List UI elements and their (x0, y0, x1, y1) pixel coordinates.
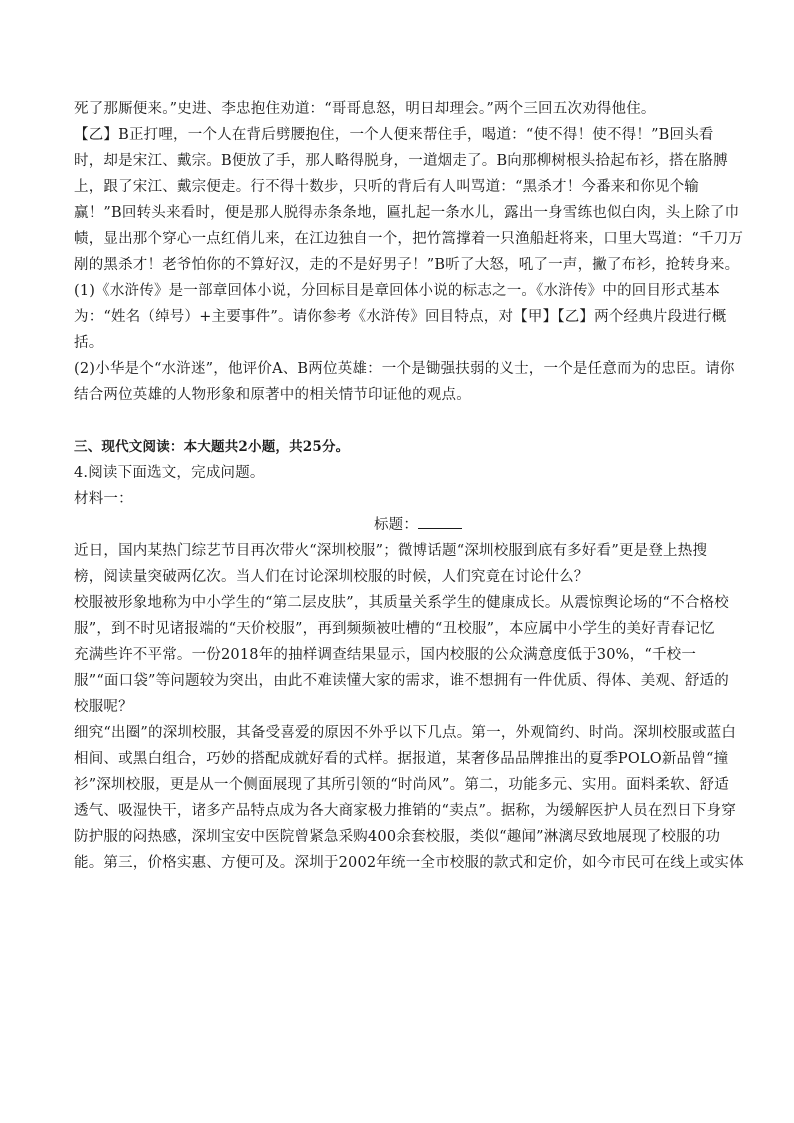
passage-line: 赢！”B回转头来看时，便是那人脱得赤条条地，匾扎起一条水儿，露出一身雪练也似白肉，头上除了巾 (74, 205, 740, 221)
material-label: 材料一： (74, 491, 133, 507)
question-line: (2)小华是个“水浒迷”，他评价A、B两位英雄：一个是锄强扶弱的义士，一个是任意而为的忠臣。请你 (74, 361, 735, 377)
passage-part1 (74, 96, 744, 278)
passage-line: 校服被形象地称为中小学生的“第二层皮肤”，其质量关系学生的健康成长。从震惊舆论场的“不合格校 (74, 595, 729, 611)
title-blank-line (74, 512, 722, 538)
question-line: 括。 (74, 335, 104, 351)
passage-line: 校服呢？ (74, 699, 133, 715)
passage-line: 死了那厮便来。”史进、李忠抱住劝道：“哥哥息怒，明日却理会。”两个三回五次劝得他住。 (74, 101, 656, 117)
question-line: 为：“姓名（绰号）+主要事件”。请你参考《水浒传》回目特点，对【甲】【乙】两个经典片段进行概 (74, 309, 727, 325)
passage-line: 榜，阅读量突破两亿次。当人们在讨论深圳校服的时候，人们究竟在讨论什么？ (74, 569, 589, 585)
passage-line: 细究“出圈”的深圳校服，其备受喜爱的原因不外乎以下几点。第一，外观简约、时尚。深圳校服或蓝白 (74, 725, 737, 741)
section-heading: 三、现代文阅读：本大题共2小题，共25分。 (74, 439, 350, 455)
title-label: 标题： (373, 517, 419, 533)
title-blank (418, 512, 462, 529)
spacer (74, 408, 722, 434)
passage-line: 上，跟了宋江、戴宗便走。行不得十数步，只听的背后有人叫骂道：“黑杀才！今番来和你见个输 (74, 179, 700, 195)
question-line: (1)《水浒传》是一部章回体小说，分回标目是章回体小说的标志之一。《水浒传》中的回目形式基本 (74, 283, 720, 299)
passage-line: 能。第三，价格实惠、方便可及。深圳于2002年统一全市校服的款式和定价，如今市民可在线上或实体 (74, 855, 744, 871)
question-intro: 4.阅读下面选文，完成问题。 (74, 465, 265, 481)
passage-part2 (74, 538, 744, 876)
passage-line: 时，却是宋江、戴宗。B便放了手，那人略得脱身，一道烟走了。B向那柳树根头拾起布衫，搭在胳膊 (74, 153, 728, 169)
question-line: 结合两位英雄的人物形象和原著中的相关情节印证他的观点。 (74, 387, 471, 403)
passage-line: 帻，显出那个穿心一点红俏儿来，在江边独自一个，把竹篙撑着一只渔船赶将来，口里大骂道：“千刀万 (74, 231, 744, 247)
passage-line: 防护服的闷热感，深圳宝安中医院曾紧急采购400余套校服，类似“趣闻”淋漓尽致地展现了校服的功 (74, 829, 721, 845)
passage-line: 充满些许不平常。一份2018年的抽样调查结果显示，国内校服的公众满意度低于30%，“千校一 (74, 647, 697, 663)
passage-line: 服”“面口袋”等问题较为突出，由此不难读懂大家的需求，谁不想拥有一件优质、得体、美观、舒适的 (74, 673, 729, 689)
passage-line: 【乙】B正打哩，一个人在背后劈腰抱住，一个人便来帮住手，喝道：“使不得！使不得！”B回头看 (74, 127, 714, 143)
questions-block (74, 278, 735, 408)
passage-line: 近日，国内某热门综艺节目再次带火“深圳校服”；微博话题“深圳校服到底有多好看”更是登上热搜 (74, 543, 708, 559)
passage-line: 相间、或黑白组合，巧妙的搭配成就好看的式样。据报道，某奢侈品品牌推出的夏季POLO新品曾“撞 (74, 751, 729, 767)
passage-line: 剐的黑杀才！老爷怕你的不算好汉，走的不是好男子！”B听了大怒，吼了一声，撇了布衫，抢转身来。 (74, 257, 740, 273)
passage-line: 透气、吸湿快干，诸多产品特点成为各大商家极力推销的“卖点”。据称，为缓解医护人员在烈日下身穿 (74, 803, 737, 819)
passage-line: 服”，到不时见诸报端的“天价校服”，再到频频被吐槽的“丑校服”，本应属中小学生的美好青春记忆 (74, 621, 715, 637)
passage-line: 衫”深圳校服，更是从一个侧面展现了其所引领的“时尚风”。第二，功能多元、实用。面料柔软、舒适 (74, 777, 729, 793)
document-page (74, 96, 744, 876)
